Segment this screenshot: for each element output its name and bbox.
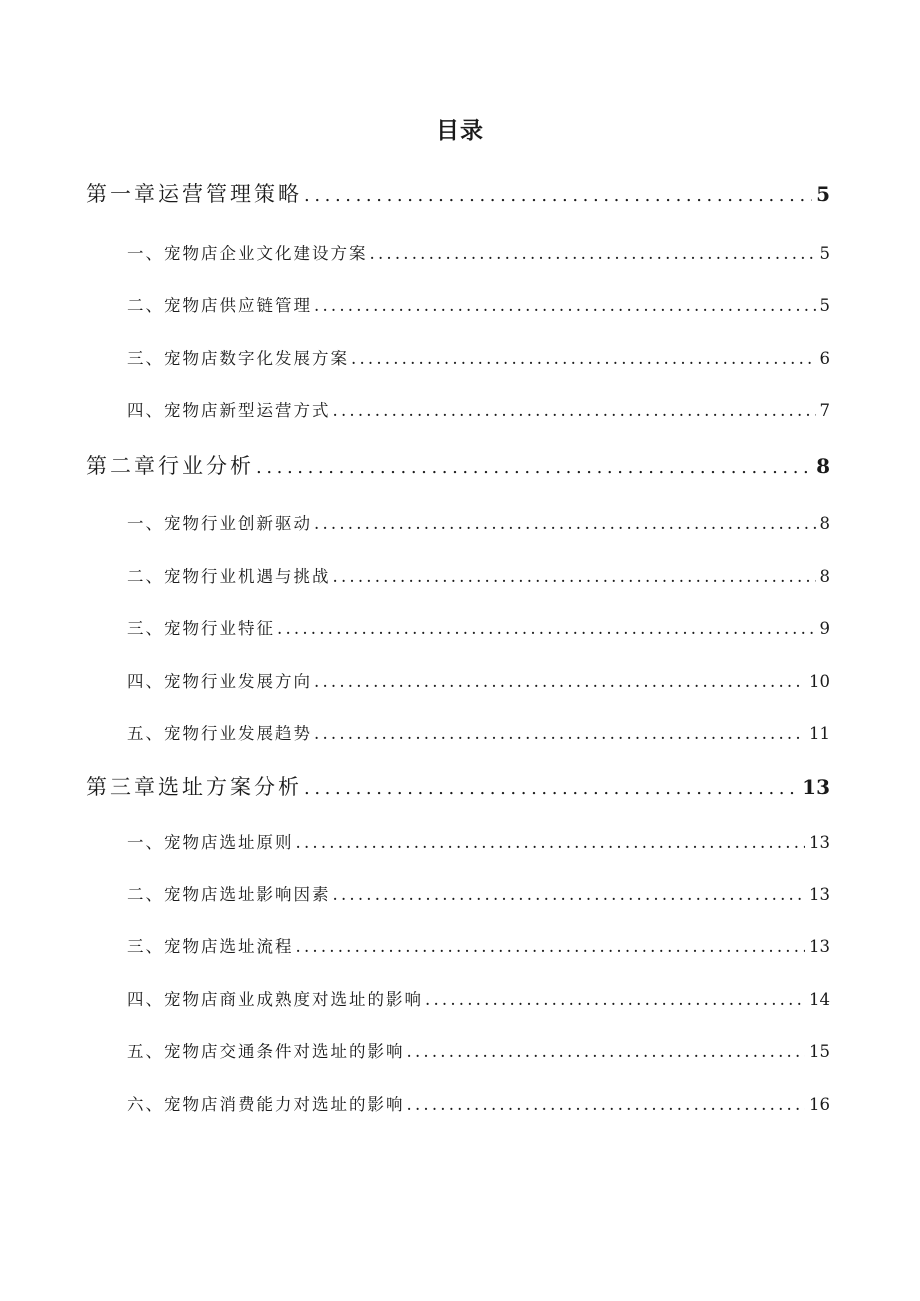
- toc-page-number: 6: [819, 349, 830, 368]
- dot-leader: [314, 296, 816, 315]
- dot-leader: [314, 514, 816, 533]
- dot-leader: [407, 1095, 806, 1114]
- toc-section-3-3[interactable]: [127, 933, 830, 959]
- dot-leader: [351, 349, 816, 368]
- toc-section-2-3[interactable]: [127, 615, 830, 641]
- toc-page-number: 5: [816, 182, 830, 206]
- toc-section-3-6[interactable]: [127, 1091, 830, 1117]
- toc-page-number: 15: [809, 1042, 830, 1061]
- toc-section-label: 二、宠物店供应链管理: [127, 296, 312, 315]
- toc-chapter-3[interactable]: [86, 771, 830, 803]
- toc-section-2-2[interactable]: [127, 563, 830, 589]
- dot-leader: [333, 885, 806, 904]
- toc-section-1-2[interactable]: [127, 292, 830, 318]
- dot-leader: [314, 672, 805, 691]
- toc-section-label: 二、宠物店选址影响因素: [127, 885, 331, 904]
- dot-leader: [296, 833, 806, 852]
- toc-page-number: 5: [819, 296, 830, 315]
- toc-section-2-4[interactable]: [127, 668, 830, 694]
- toc-section-1-4[interactable]: [127, 397, 830, 423]
- toc-chapter-label: 第一章运营管理策略: [86, 182, 302, 206]
- page-title: 目录: [436, 118, 484, 144]
- toc-section-label: 一、宠物行业创新驱动: [127, 514, 312, 533]
- toc-page-number: 13: [802, 775, 830, 799]
- toc-section-2-5[interactable]: [127, 720, 830, 746]
- dot-leader: [407, 1042, 806, 1061]
- toc-section-label: 四、宠物店新型运营方式: [127, 401, 331, 420]
- toc-section-label: 二、宠物行业机遇与挑战: [127, 567, 331, 586]
- dot-leader: [296, 937, 806, 956]
- toc-page-number: 7: [819, 401, 830, 420]
- toc-chapter-label: 第三章选址方案分析: [86, 775, 302, 799]
- toc-page-number: 11: [809, 724, 830, 743]
- toc-section-label: 六、宠物店消费能力对选址的影响: [127, 1095, 405, 1114]
- toc-page-number: 14: [809, 990, 830, 1009]
- dot-leader: [304, 185, 812, 206]
- toc-page-number: 13: [809, 833, 830, 852]
- dot-leader: [370, 244, 816, 263]
- toc-section-1-1[interactable]: [127, 240, 830, 266]
- toc-section-label: 一、宠物店选址原则: [127, 833, 294, 852]
- toc-chapter-2[interactable]: [86, 450, 830, 482]
- toc-page-number: 10: [809, 672, 830, 691]
- toc-page-number: 16: [809, 1095, 830, 1114]
- dot-leader: [333, 567, 816, 586]
- dot-leader: [425, 990, 805, 1009]
- toc-section-label: 四、宠物行业发展方向: [127, 672, 312, 691]
- toc-section-2-1[interactable]: [127, 510, 830, 536]
- toc-page-number: 9: [819, 619, 830, 638]
- toc-section-label: 三、宠物店选址流程: [127, 937, 294, 956]
- dot-leader: [277, 619, 816, 638]
- toc-section-label: 三、宠物行业特征: [127, 619, 275, 638]
- dot-leader: [314, 724, 805, 743]
- toc-section-label: 四、宠物店商业成熟度对选址的影响: [127, 990, 423, 1009]
- toc-section-label: 一、宠物店企业文化建设方案: [127, 244, 368, 263]
- toc-section-1-3[interactable]: [127, 345, 830, 371]
- toc-page-number: 8: [816, 454, 830, 478]
- toc-section-3-2[interactable]: [127, 881, 830, 907]
- toc-section-label: 五、宠物行业发展趋势: [127, 724, 312, 743]
- toc-page-number: 8: [819, 567, 830, 586]
- dot-leader: [333, 401, 816, 420]
- toc-page-number: 13: [809, 885, 830, 904]
- dot-leader: [256, 457, 812, 478]
- toc-section-label: 三、宠物店数字化发展方案: [127, 349, 349, 368]
- dot-leader: [304, 778, 798, 799]
- toc-section-3-1[interactable]: [127, 829, 830, 855]
- toc-section-3-4[interactable]: [127, 986, 830, 1012]
- toc-section-3-5[interactable]: [127, 1038, 830, 1064]
- toc-page-number: 8: [819, 514, 830, 533]
- toc-chapter-label: 第二章行业分析: [86, 454, 254, 478]
- toc-section-label: 五、宠物店交通条件对选址的影响: [127, 1042, 405, 1061]
- toc-page-number: 13: [809, 937, 830, 956]
- toc-page-number: 5: [819, 244, 830, 263]
- toc-chapter-1[interactable]: [86, 178, 830, 210]
